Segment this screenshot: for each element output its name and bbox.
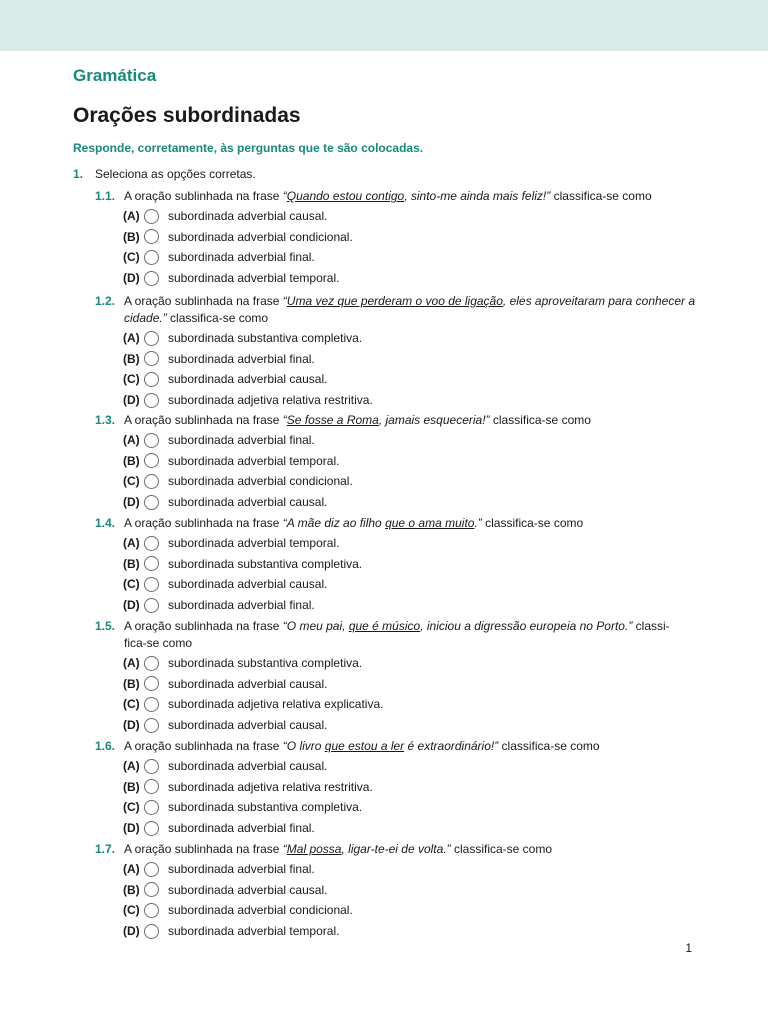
option-text: subordinada adverbial causal. — [168, 495, 328, 510]
underlined-clause: que o ama muito — [385, 516, 475, 530]
question-text-part: , jamais esqueceria!” — [378, 413, 490, 427]
question-text-part: classifica-se como — [489, 413, 591, 427]
radio-button[interactable] — [144, 393, 159, 408]
radio-button[interactable] — [144, 598, 159, 613]
question-number: 1.7. — [95, 842, 116, 856]
radio-button[interactable] — [144, 453, 159, 468]
option-letter: (A) — [123, 536, 140, 551]
option-row[interactable] — [123, 880, 695, 901]
option-letter: (C) — [123, 800, 140, 815]
option-letter: (A) — [123, 759, 140, 774]
option-letter: (C) — [123, 577, 140, 592]
option-row[interactable] — [123, 206, 695, 227]
option-letter: (D) — [123, 821, 140, 836]
option-letter: (B) — [123, 779, 140, 794]
option-letter: (A) — [123, 656, 140, 671]
option-letter: (D) — [123, 598, 140, 613]
question-text-part: A oração sublinhada na frase — [124, 619, 283, 633]
radio-button[interactable] — [144, 229, 159, 244]
question-1 — [95, 188, 695, 288]
question-number: 1.2. — [95, 294, 116, 308]
option-row[interactable] — [123, 900, 695, 921]
underlined-clause: Se fosse a Roma — [286, 413, 379, 427]
question-stem — [95, 738, 695, 755]
question-text-part: A oração sublinhada na frase — [124, 189, 283, 203]
underlined-clause: Mal possa — [286, 842, 342, 856]
question-text-part: “ — [282, 842, 287, 856]
option-row[interactable] — [123, 554, 695, 575]
question-1-number: 1. — [73, 167, 84, 181]
option-text: subordinada adverbial causal. — [168, 882, 328, 897]
option-row[interactable] — [123, 471, 695, 492]
instruction-text: Responde, corretamente, às perguntas que te são colocadas. — [73, 141, 424, 155]
question-number: 1.3. — [95, 413, 116, 427]
option-row[interactable] — [123, 859, 695, 880]
option-letter: (D) — [123, 393, 140, 408]
underlined-clause: que estou a ler — [324, 739, 405, 753]
question-5 — [95, 618, 695, 735]
section-label: Gramática — [73, 66, 157, 85]
question-text-part: A oração sublinhada na frase — [124, 413, 283, 427]
question-text-part: , sinto-me ainda mais feliz!” — [404, 189, 551, 203]
option-text: subordinada substantiva completiva. — [168, 800, 363, 815]
radio-button[interactable] — [144, 474, 159, 489]
question-text-part: classifica-se como — [450, 842, 553, 856]
question-text-part: A oração sublinhada na frase — [124, 294, 283, 308]
underlined-clause: Quando estou contigo — [286, 189, 405, 203]
option-text: subordinada adverbial causal. — [168, 372, 328, 387]
option-text: subordinada adverbial final. — [168, 821, 315, 836]
option-row[interactable] — [123, 694, 695, 715]
radio-button[interactable] — [144, 577, 159, 592]
option-letter: (B) — [123, 676, 140, 691]
option-row[interactable] — [123, 574, 695, 595]
option-row[interactable] — [123, 818, 695, 839]
question-3 — [95, 412, 695, 512]
option-row[interactable] — [123, 268, 695, 289]
radio-button[interactable] — [144, 924, 159, 939]
radio-button[interactable] — [144, 800, 159, 815]
option-text: subordinada adjetiva relativa explicativa. — [168, 697, 384, 712]
option-text: subordinada adjetiva relativa restritiva. — [168, 779, 373, 794]
option-text: subordinada adverbial causal. — [168, 209, 328, 224]
question-text-part: classifica-se como — [550, 189, 652, 203]
option-letter: (A) — [123, 209, 140, 224]
option-text: subordinada adverbial causal. — [168, 759, 328, 774]
radio-button[interactable] — [144, 536, 159, 551]
option-row[interactable] — [123, 777, 695, 798]
option-row[interactable] — [123, 247, 695, 268]
option-letter: (B) — [123, 556, 140, 571]
question-6 — [95, 738, 695, 838]
option-row[interactable] — [123, 756, 695, 777]
page-title: Orações subordinadas — [73, 104, 301, 127]
question-text — [124, 413, 591, 427]
question-text-part: “ — [282, 189, 287, 203]
option-row[interactable] — [123, 328, 695, 349]
option-text: subordinada adverbial final. — [168, 598, 315, 613]
question-text-part: , iniciou a digressão europeia no Porto.” — [420, 619, 633, 633]
question-text-part: “ — [282, 413, 287, 427]
radio-button[interactable] — [144, 718, 159, 733]
option-text: subordinada adverbial causal. — [168, 676, 328, 691]
option-text: subordinada adjetiva relativa restritiva. — [168, 393, 373, 408]
radio-button[interactable] — [144, 556, 159, 571]
radio-button[interactable] — [144, 759, 159, 774]
question-text — [124, 619, 670, 650]
question-text-part: A oração sublinhada na frase — [124, 842, 283, 856]
option-row[interactable] — [123, 533, 695, 554]
question-text — [124, 294, 695, 325]
option-row[interactable] — [123, 797, 695, 818]
question-text — [124, 189, 652, 203]
option-list — [95, 430, 695, 512]
option-letter: (A) — [123, 862, 140, 877]
option-text: subordinada adverbial condicional. — [168, 474, 353, 489]
option-row[interactable] — [123, 653, 695, 674]
option-row[interactable] — [123, 715, 695, 736]
option-letter: (C) — [123, 697, 140, 712]
question-number: 1.4. — [95, 516, 116, 530]
underlined-clause: Uma vez que perderam o voo de ligação — [286, 294, 503, 308]
radio-button[interactable] — [144, 903, 159, 918]
question-text-part: , ligar-te-ei de volta.” — [341, 842, 451, 856]
question-1-text: Seleciona as opções corretas. — [95, 167, 256, 181]
question-stem — [95, 841, 695, 858]
question-text-part: classi- fica-se como — [124, 619, 670, 650]
question-number: 1.5. — [95, 619, 116, 633]
question-stem — [95, 293, 695, 327]
option-letter: (A) — [123, 433, 140, 448]
question-text-part: “A mãe diz ao filho — [282, 516, 386, 530]
question-text-part: “ — [282, 294, 287, 308]
option-letter: (C) — [123, 372, 140, 387]
option-list — [95, 206, 695, 288]
radio-button[interactable] — [144, 331, 159, 346]
option-row[interactable] — [123, 430, 695, 451]
radio-button[interactable] — [144, 271, 159, 286]
question-stem — [95, 412, 695, 429]
option-row[interactable] — [123, 349, 695, 370]
radio-button[interactable] — [144, 433, 159, 448]
option-row[interactable] — [123, 390, 695, 411]
page-number: 1 — [685, 941, 692, 955]
option-list — [95, 328, 695, 410]
option-text: subordinada substantiva completiva. — [168, 656, 363, 671]
option-letter: (C) — [123, 903, 140, 918]
radio-button[interactable] — [144, 882, 159, 897]
option-letter: (C) — [123, 474, 140, 489]
question-number: 1.1. — [95, 189, 116, 203]
radio-button[interactable] — [144, 495, 159, 510]
question-text-part: A oração sublinhada na frase — [124, 739, 283, 753]
option-row[interactable] — [123, 595, 695, 616]
option-letter: (B) — [123, 229, 140, 244]
question-text-part: .” — [474, 516, 482, 530]
option-row[interactable] — [123, 369, 695, 390]
option-row[interactable] — [123, 674, 695, 695]
option-text: subordinada adverbial final. — [168, 351, 315, 366]
option-list — [95, 533, 695, 615]
option-list — [95, 653, 695, 735]
option-text: subordinada adverbial causal. — [168, 718, 328, 733]
radio-button[interactable] — [144, 697, 159, 712]
option-text: subordinada adverbial temporal. — [168, 924, 340, 939]
option-letter: (D) — [123, 495, 140, 510]
question-number: 1.6. — [95, 739, 116, 753]
question-4 — [95, 515, 695, 615]
question-text-part: classifica-se como — [481, 516, 584, 530]
question-text — [124, 739, 600, 753]
option-text: subordinada adverbial final. — [168, 250, 315, 265]
question-7 — [95, 841, 695, 941]
option-letter: (B) — [123, 882, 140, 897]
radio-button[interactable] — [144, 676, 159, 691]
option-letter: (A) — [123, 331, 140, 346]
option-row[interactable] — [123, 227, 695, 248]
radio-button[interactable] — [144, 372, 159, 387]
question-text — [124, 516, 583, 530]
option-letter: (D) — [123, 718, 140, 733]
option-letter: (B) — [123, 351, 140, 366]
question-text-part: é extraordinário!” — [404, 739, 499, 753]
option-row[interactable] — [123, 451, 695, 472]
radio-button[interactable] — [144, 821, 159, 836]
option-list — [95, 756, 695, 838]
option-text: subordinada adverbial final. — [168, 433, 315, 448]
question-text-part: A oração sublinhada na frase — [124, 516, 283, 530]
question-text-part: classifica-se como — [166, 311, 269, 325]
question-text-part: classifica-se como — [498, 739, 600, 753]
option-list — [95, 859, 695, 941]
question-2 — [95, 293, 695, 410]
option-text: subordinada substantiva completiva. — [168, 331, 363, 346]
radio-button[interactable] — [144, 656, 159, 671]
question-text — [124, 842, 552, 856]
question-stem — [95, 515, 695, 532]
header-band — [0, 0, 768, 51]
question-stem — [95, 188, 695, 205]
option-row[interactable] — [123, 492, 695, 513]
question-1 — [73, 167, 256, 181]
radio-button[interactable] — [144, 351, 159, 366]
question-text-part: “O meu pai, — [282, 619, 349, 633]
option-text: subordinada adverbial temporal. — [168, 453, 340, 468]
option-text: subordinada adverbial temporal. — [168, 536, 340, 551]
option-letter: (B) — [123, 453, 140, 468]
option-row[interactable] — [123, 921, 695, 942]
radio-button[interactable] — [144, 209, 159, 224]
option-letter: (D) — [123, 271, 140, 286]
radio-button[interactable] — [144, 862, 159, 877]
option-text: subordinada adverbial condicional. — [168, 903, 353, 918]
option-text: subordinada substantiva completiva. — [168, 556, 363, 571]
option-text: subordinada adverbial final. — [168, 862, 315, 877]
radio-button[interactable] — [144, 779, 159, 794]
option-text: subordinada adverbial condicional. — [168, 229, 353, 244]
radio-button[interactable] — [144, 250, 159, 265]
underlined-clause: que é músico — [348, 619, 421, 633]
question-text-part: “O livro — [282, 739, 325, 753]
question-text-part: , eles aproveitaram para conhecer a cidade.” — [124, 294, 696, 325]
option-text: subordinada adverbial causal. — [168, 577, 328, 592]
option-letter: (D) — [123, 924, 140, 939]
question-stem — [95, 618, 695, 652]
option-letter: (C) — [123, 250, 140, 265]
option-text: subordinada adverbial temporal. — [168, 271, 340, 286]
